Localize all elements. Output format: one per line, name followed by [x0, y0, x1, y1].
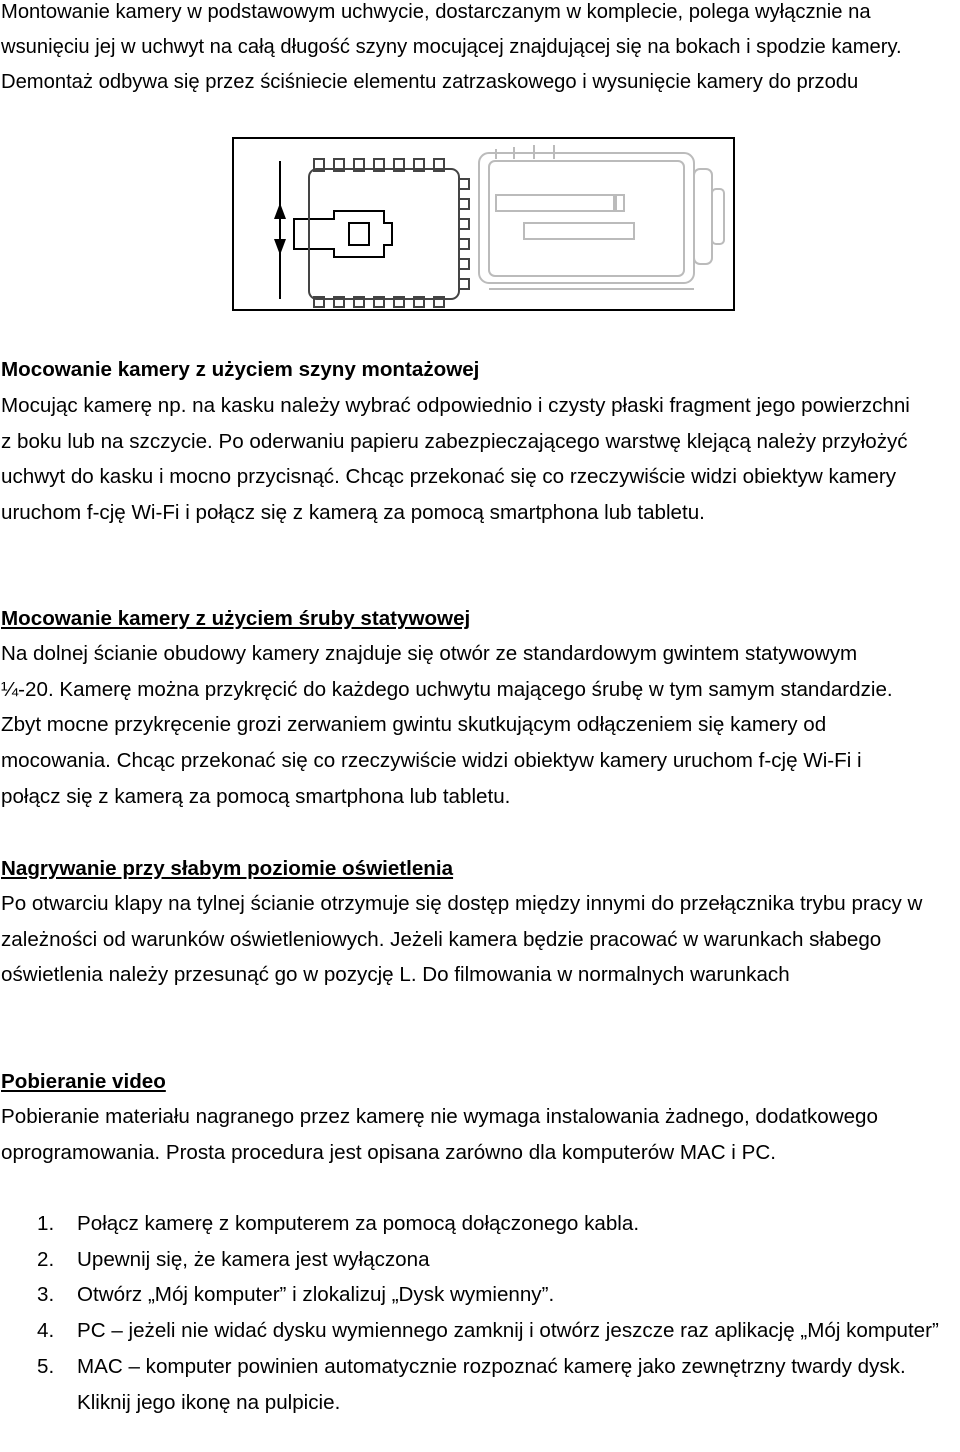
section-download-paragraph: Pobieranie materiału nagranego przez kamerę nie wymaga instalowania żadnego, dodatkowego oprogramowania. Prosta procedura jest opisana zarówno dla komputerów MAC i PC. — [1, 1105, 878, 1164]
section-lowlight-paragraph: Po otwarciu klapy na tylnej ścianie otrzymuje się dostęp między innymi do przełącznika trybu pracy w zależności od warunków oświetleniowych. Jeżeli kamera będzie pracować w warunkach słabego oświetlenia należy przesunąć go w pozycję L. Do filmowania w normalnych warunkach — [1, 892, 923, 987]
section-rail-heading: Mocowanie kamery z użyciem szyny montażowej — [1, 358, 480, 381]
list-item-number: 5. — [37, 1354, 55, 1378]
list-item-text: Upewnij się, że kamera jest wyłączona — [77, 1247, 430, 1271]
camera-mount-illustration — [234, 139, 733, 309]
list-item-text: PC – jeżeli nie widać dysku wymiennego zamknij i otwórz jeszcze raz aplikację „Mój komputer” — [77, 1319, 939, 1343]
intro-paragraph: Montowanie kamery w podstawowym uchwycie, dostarczanym w komplecie, polega wyłącznie na wsunięciu jej w uchwyt na całą długość szyny mocującej znajdującej się na bokach i spodzie kamery. Demontaż odbywa się przez ściśniecie elementu zatrzaskowego i wysunięcie kamery do przodu — [1, 1, 902, 93]
list-item-text: Otwórz „Mój komputer” i zlokalizuj „Dysk wymienny”. — [77, 1283, 555, 1307]
list-item — [0, 1313, 957, 1349]
list-item — [0, 1206, 957, 1242]
list-item — [0, 1242, 957, 1278]
list-item — [0, 1349, 957, 1420]
list-item-text: Połącz kamerę z komputerem za pomocą dołączonego kabla. — [77, 1212, 640, 1235]
list-item-number: 3. — [37, 1283, 55, 1307]
section-download-heading: Pobieranie video — [1, 1070, 166, 1093]
section-rail-paragraph: Mocując kamerę np. na kasku należy wybrać odpowiednio i czysty płaski fragment jego powierzchni z boku lub na szczycie. Po oderwaniu papieru zabezpieczającego warstwę klejącą należy przyłożyć uchwyt do kasku i mocno przycisnąć. Chcąc przekonać się co rzeczywiście widzi obiektyw kamery uruchom f-cję Wi-Fi i połącz się z kamerą za pomocą smartphona lub tabletu. — [1, 394, 910, 525]
section-tripod-heading: Mocowanie kamery z użyciem śruby statywowej — [1, 607, 471, 630]
list-item-number: 1. — [37, 1212, 55, 1235]
list-item-number: 4. — [37, 1319, 55, 1343]
camera-mount-diagram — [232, 137, 735, 311]
section-tripod-paragraph: Na dolnej ścianie obudowy kamery znajduje się otwór ze standardowym gwintem statywowym ¼-20. Kamerę można przykręcić do każdego uchwytu mającego śrubę w tym samym standardzie. Zbyt mocne przykręcenie grozi zerwaniem gwintu skutkującym odłączeniem się kamery od mocowania. Chcąc przekonać się co rzeczywiście widzi obiektyw kamery uruchom f-cję Wi-Fi i połącz się z kamerą za pomocą smartphona lub tabletu. — [1, 642, 893, 808]
download-steps-list — [0, 1206, 960, 1420]
section-lowlight-heading: Nagrywanie przy słabym poziomie oświetlenia — [1, 857, 454, 880]
list-item-text: MAC – komputer powinien automatycznie rozpoznać kamerę jako zewnętrzny twardy dysk. Kliknij jego ikonę na pulpicie. — [77, 1354, 906, 1414]
list-item — [0, 1277, 957, 1313]
list-item-number: 2. — [37, 1247, 55, 1271]
